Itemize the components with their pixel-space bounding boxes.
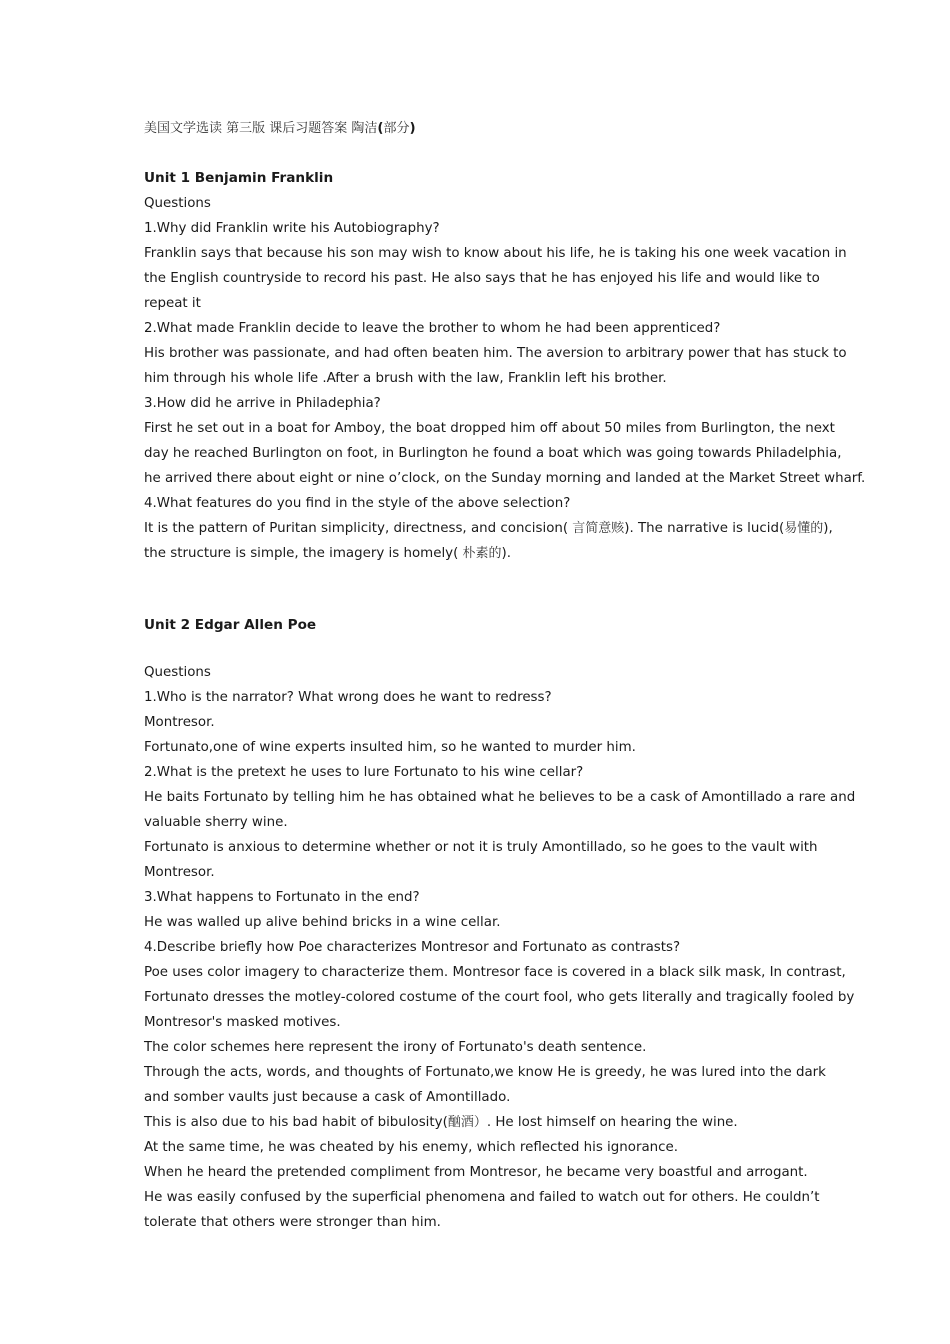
unit2-line: He was easily confused by the superficial phenomena and failed to watch out for others. He couldn’t: [144, 1190, 820, 1205]
unit2-line: and somber vaults just because a cask of Amontillado.: [144, 1090, 511, 1105]
text-segment: It is the pattern of Puritan simplicity, directness, and concision(: [144, 521, 569, 536]
unit2-line: 4.Describe briefly how Poe characterizes Montresor and Fortunato as contrasts?: [144, 940, 681, 955]
unit1-heading: Unit 1 Benjamin Franklin: [144, 170, 334, 186]
unit1-line: the English countryside to record his past. He also says that he has enjoyed his life and would like to: [144, 271, 820, 286]
unit1-line: day he reached Burlington on foot, in Burlington he found a boat which was going towards Philadelphia,: [144, 446, 842, 461]
unit2-line: When he heard the pretended compliment from Montresor, he became very boastful and arrogant.: [144, 1165, 808, 1180]
unit1-line: 2.What made Franklin decide to leave the brother to whom he had been apprenticed?: [144, 321, 721, 336]
unit2-line: Montresor's masked motives.: [144, 1015, 341, 1030]
unit1-line: 4.What features do you find in the style of the above selection?: [144, 496, 571, 511]
unit2-line: Fortunato dresses the motley-colored costume of the court fool, who gets literally and tragically fooled by: [144, 990, 855, 1005]
unit2-line: Poe uses color imagery to characterize them. Montresor face is covered in a black silk mask, In contrast,: [144, 965, 846, 980]
title-text-part: 部分: [383, 121, 410, 136]
text-segment: ). The narrative is lucid(: [624, 521, 785, 536]
unit2-line: Through the acts, words, and thoughts of Fortunato,we know He is greedy, he was lured into the dark: [144, 1065, 826, 1080]
unit2-line: 2.What is the pretext he uses to lure Fortunato to his wine cellar?: [144, 765, 584, 780]
unit2-heading: Unit 2 Edgar Allen Poe: [144, 617, 317, 633]
text-segment: This is also due to his bad habit of bibulosity(: [144, 1115, 448, 1130]
text-segment: ).: [501, 546, 511, 561]
spacer: [144, 638, 844, 660]
unit2-line: 3.What happens to Fortunato in the end?: [144, 890, 420, 905]
unit2-line: valuable sherry wine.: [144, 815, 288, 830]
unit2-line: The color schemes here represent the irony of Fortunato's death sentence.: [144, 1040, 647, 1055]
unit1-style-line-1: [144, 516, 844, 541]
text-segment: . He lost himself on hearing the wine.: [486, 1115, 738, 1130]
unit2-line: Fortunato is anxious to determine whether or not it is truly Amontillado, so he goes to the vault with: [144, 840, 818, 855]
title-paren-close: ): [409, 121, 416, 136]
unit1-style-line-2: [144, 541, 844, 566]
chinese-gloss: 易懂的: [784, 521, 824, 536]
unit2-line: At the same time, he was cheated by his enemy, which reflected his ignorance.: [144, 1140, 679, 1155]
spacer: [144, 141, 844, 166]
document-page: [144, 116, 866, 1235]
chinese-gloss: 朴素的: [458, 546, 502, 561]
unit1-line: him through his whole life .After a brush with the law, Franklin left his brother.: [144, 371, 667, 386]
unit2-line: Montresor.: [144, 865, 215, 880]
spacer: [144, 566, 844, 613]
unit2-line: 1.Who is the narrator? What wrong does he want to redress?: [144, 690, 552, 705]
unit1-line: repeat it: [144, 296, 201, 311]
text-segment: the structure is simple, the imagery is homely(: [144, 546, 459, 561]
unit1-line: 1.Why did Franklin write his Autobiography?: [144, 221, 440, 236]
unit2-line: Montresor.: [144, 715, 215, 730]
unit2-questions-label: Questions: [144, 665, 211, 680]
unit1-line: First he set out in a boat for Amboy, the boat dropped him off about 50 miles from Burlington, the next: [144, 421, 835, 436]
unit2-line: He was walled up alive behind bricks in a wine cellar.: [144, 915, 501, 930]
unit1-line: His brother was passionate, and had often beaten him. The aversion to arbitrary power that has stuck to: [144, 346, 847, 361]
unit2-line: He baits Fortunato by telling him he has obtained what he believes to be a cask of Amontillado a rare and: [144, 790, 856, 805]
unit1-line: Franklin says that because his son may wish to know about his life, he is taking his one week vacation in: [144, 246, 847, 261]
document-title: [144, 116, 844, 141]
chinese-gloss: 言简意赅: [568, 521, 625, 536]
title-text: 美国文学选读 第三版 课后习题答案 陶洁: [144, 121, 378, 136]
unit2-bibulosity-line: [144, 1110, 844, 1135]
chinese-gloss: 酗酒）: [447, 1115, 487, 1130]
unit1-line: he arrived there about eight or nine o’clock, on the Sunday morning and landed at the Market Street wharf.: [144, 471, 866, 486]
unit2-line: tolerate that others were stronger than him.: [144, 1215, 441, 1230]
unit1-line: 3.How did he arrive in Philadephia?: [144, 396, 381, 411]
title-paren-open: (: [377, 121, 384, 136]
unit2-line: Fortunato,one of wine experts insulted him, so he wanted to murder him.: [144, 740, 636, 755]
text-segment: ),: [823, 521, 833, 536]
unit1-questions-label: Questions: [144, 196, 211, 211]
